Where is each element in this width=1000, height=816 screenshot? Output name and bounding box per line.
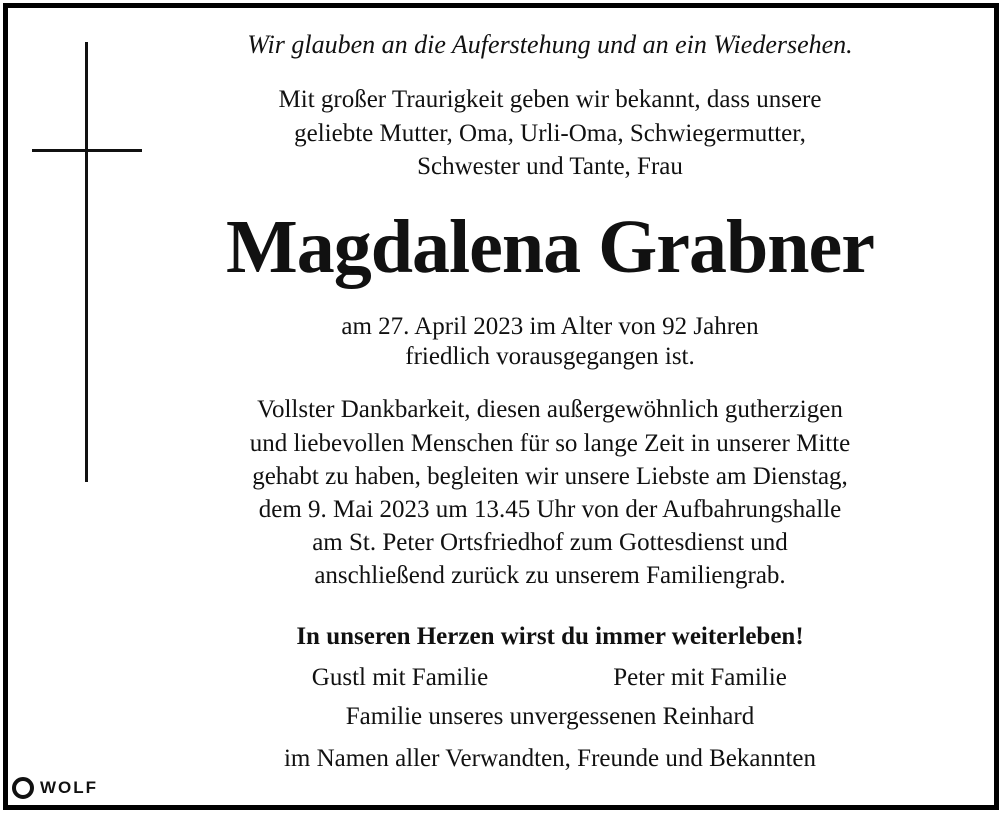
signatory-right: Peter mit Familie [613,664,787,691]
funeral-line-6: anschließend zurück zu unserem Familiengrab. [314,562,786,589]
funeral-line-1: Vollster Dankbarkeit, diesen außergewöhnlich gutherzigen [257,396,843,423]
ring-icon [12,777,34,799]
funeral-line-4: dem 9. Mai 2023 um 13.45 Uhr von der Aufbahrungshalle [258,496,842,523]
motto: Wir glauben an die Auferstehung und an ein Wiedersehen. [247,30,853,59]
intro-line-1: Mit großer Traurigkeit geben wir bekannt, dass unsere [278,86,822,113]
logo-text: WOLF [40,778,99,797]
cross-icon-bar [32,149,142,152]
farewell-line: In unseren Herzen wirst du immer weiterleben! [296,623,804,650]
signatory-line-2: Familie unseres unvergessenen Reinhard [345,703,755,730]
cross-icon [85,42,88,482]
deceased-name: Magdalena Grabner [226,205,874,289]
wolf-logo [12,775,98,801]
funeral-line-5: am St. Peter Ortsfriedhof zum Gottesdienst und [312,529,788,556]
signatory-left: Gustl mit Familie [311,664,489,691]
signatory-line-3: im Namen aller Verwandten, Freunde und Bekannten [283,745,817,772]
intro-line-3: Schwester und Tante, Frau [417,153,683,180]
funeral-line-3: gehabt zu haben, begleiten wir unsere Liebste am Dienstag, [252,463,848,490]
funeral-line-2: und liebevollen Menschen für so lange Zeit in unserer Mitte [249,430,851,457]
death-line-1: am 27. April 2023 im Alter von 92 Jahren [341,313,759,340]
intro-line-2: geliebte Mutter, Oma, Urli-Oma, Schwiegermutter, [294,120,806,147]
death-line-2: friedlich vorausgegangen ist. [405,343,695,370]
